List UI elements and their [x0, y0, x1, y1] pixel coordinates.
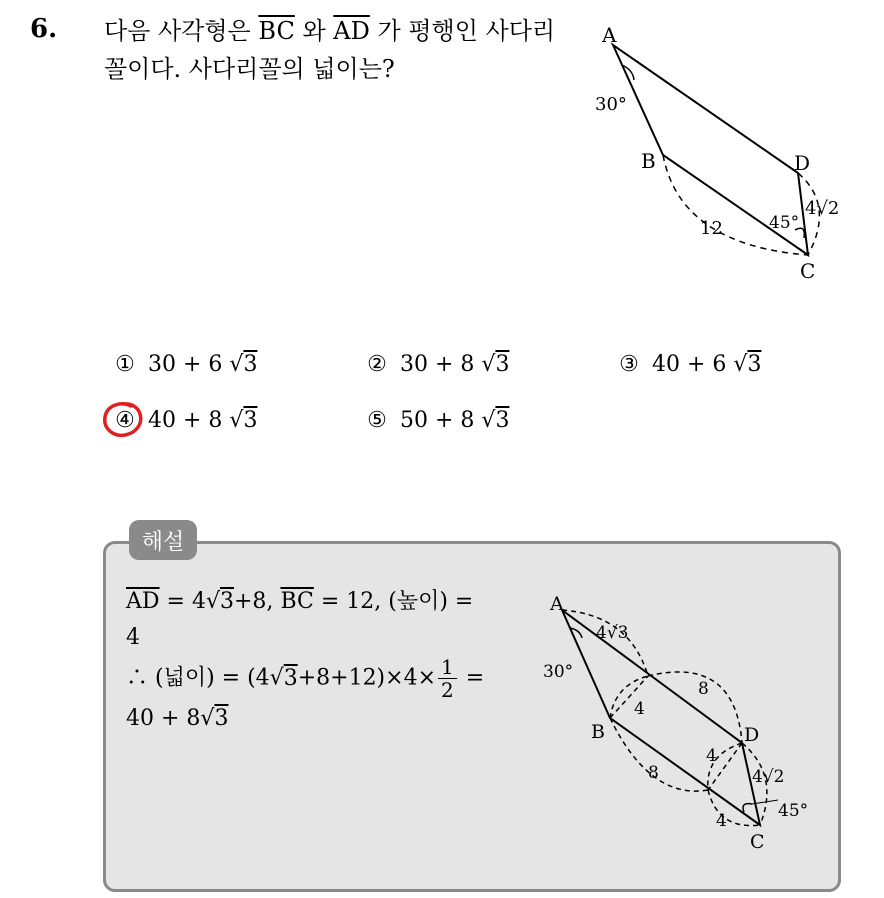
angle-arc-c: [743, 804, 752, 812]
sol-label-d: D: [744, 724, 760, 746]
sol-angle-a: 30°: [543, 662, 574, 682]
choice-3-text: 40 + 6 √3: [652, 352, 762, 377]
angle-c-label: 45°: [769, 213, 800, 233]
side-dc-label: 4√2: [805, 198, 840, 219]
side-bc-label: 12: [700, 218, 723, 239]
trapezoid-figure: [580, 20, 880, 290]
choice-4[interactable]: [114, 408, 257, 433]
solution-trapezoid-outline: [562, 610, 760, 825]
choice-1[interactable]: [114, 352, 257, 377]
choice-3-number: ③: [619, 352, 639, 377]
sol-label-a: A: [550, 593, 564, 615]
solution-figure: [530, 585, 820, 855]
label-c: C: [800, 259, 816, 283]
solution-line-1: $\overline{AD} = 4√3+8$, $\overline{BC} = 12$, (높이) =: [126, 589, 474, 614]
choice-4-number: ④: [115, 408, 135, 433]
solution-text: [126, 584, 526, 737]
sol-seg-a-top: 4√3: [596, 623, 629, 643]
label-a: A: [602, 23, 617, 47]
choice-5-number: ⑤: [367, 408, 387, 433]
choice-5-text: 50 + 8 √3: [400, 408, 510, 433]
choice-2-number: ②: [367, 352, 387, 377]
choice-2-text: 30 + 8 √3: [400, 352, 510, 377]
sol-label-b: B: [591, 721, 605, 743]
question-text: [104, 12, 574, 88]
question-text-2: 와: [302, 17, 326, 45]
solution-line-4: 40 + 8√3: [126, 706, 229, 731]
choice-4-text: 40 + 8 √3: [148, 408, 258, 433]
label-b: B: [641, 149, 656, 173]
sol-seg-c-bottom: 4: [716, 811, 727, 831]
solution-line-2: 4: [126, 625, 140, 650]
segment-ad: $\overline{AD}$: [333, 17, 370, 45]
fraction-one-half: $\frac{1}{2}$: [438, 656, 457, 701]
sol-seg-dc: 4√2: [752, 767, 785, 787]
question-text-3: 가 평행인 사다리꼴이다. 사다리꼴의 넓이는?: [104, 17, 556, 83]
solution-line-3: ∴ (넓이) = (4√3+8+12)×4× $\frac{1}{2}$ =: [126, 655, 485, 702]
choice-1-text: 30 + 6 √3: [148, 352, 258, 377]
question-number: 6.: [30, 14, 58, 44]
segment-bc: $\overline{BC}$: [258, 17, 295, 45]
choice-1-number: ①: [115, 352, 135, 377]
choice-5[interactable]: [366, 408, 509, 433]
sol-seg-ad-rest: 8: [698, 679, 709, 699]
choice-3[interactable]: [618, 352, 761, 377]
sol-seg-b-height: 4: [634, 699, 645, 719]
sol-seg-bc-left: 8: [648, 763, 659, 783]
choice-2[interactable]: [366, 352, 509, 377]
sol-label-c: C: [750, 831, 765, 853]
solution-tag: 해설: [129, 520, 197, 560]
sol-angle-c: 45°: [778, 801, 809, 821]
label-d: D: [794, 151, 811, 175]
question-text-1: 다음 사각형은: [104, 17, 251, 45]
sol-seg-d-height: 4: [706, 746, 717, 766]
angle-a-label: 30°: [595, 94, 627, 115]
